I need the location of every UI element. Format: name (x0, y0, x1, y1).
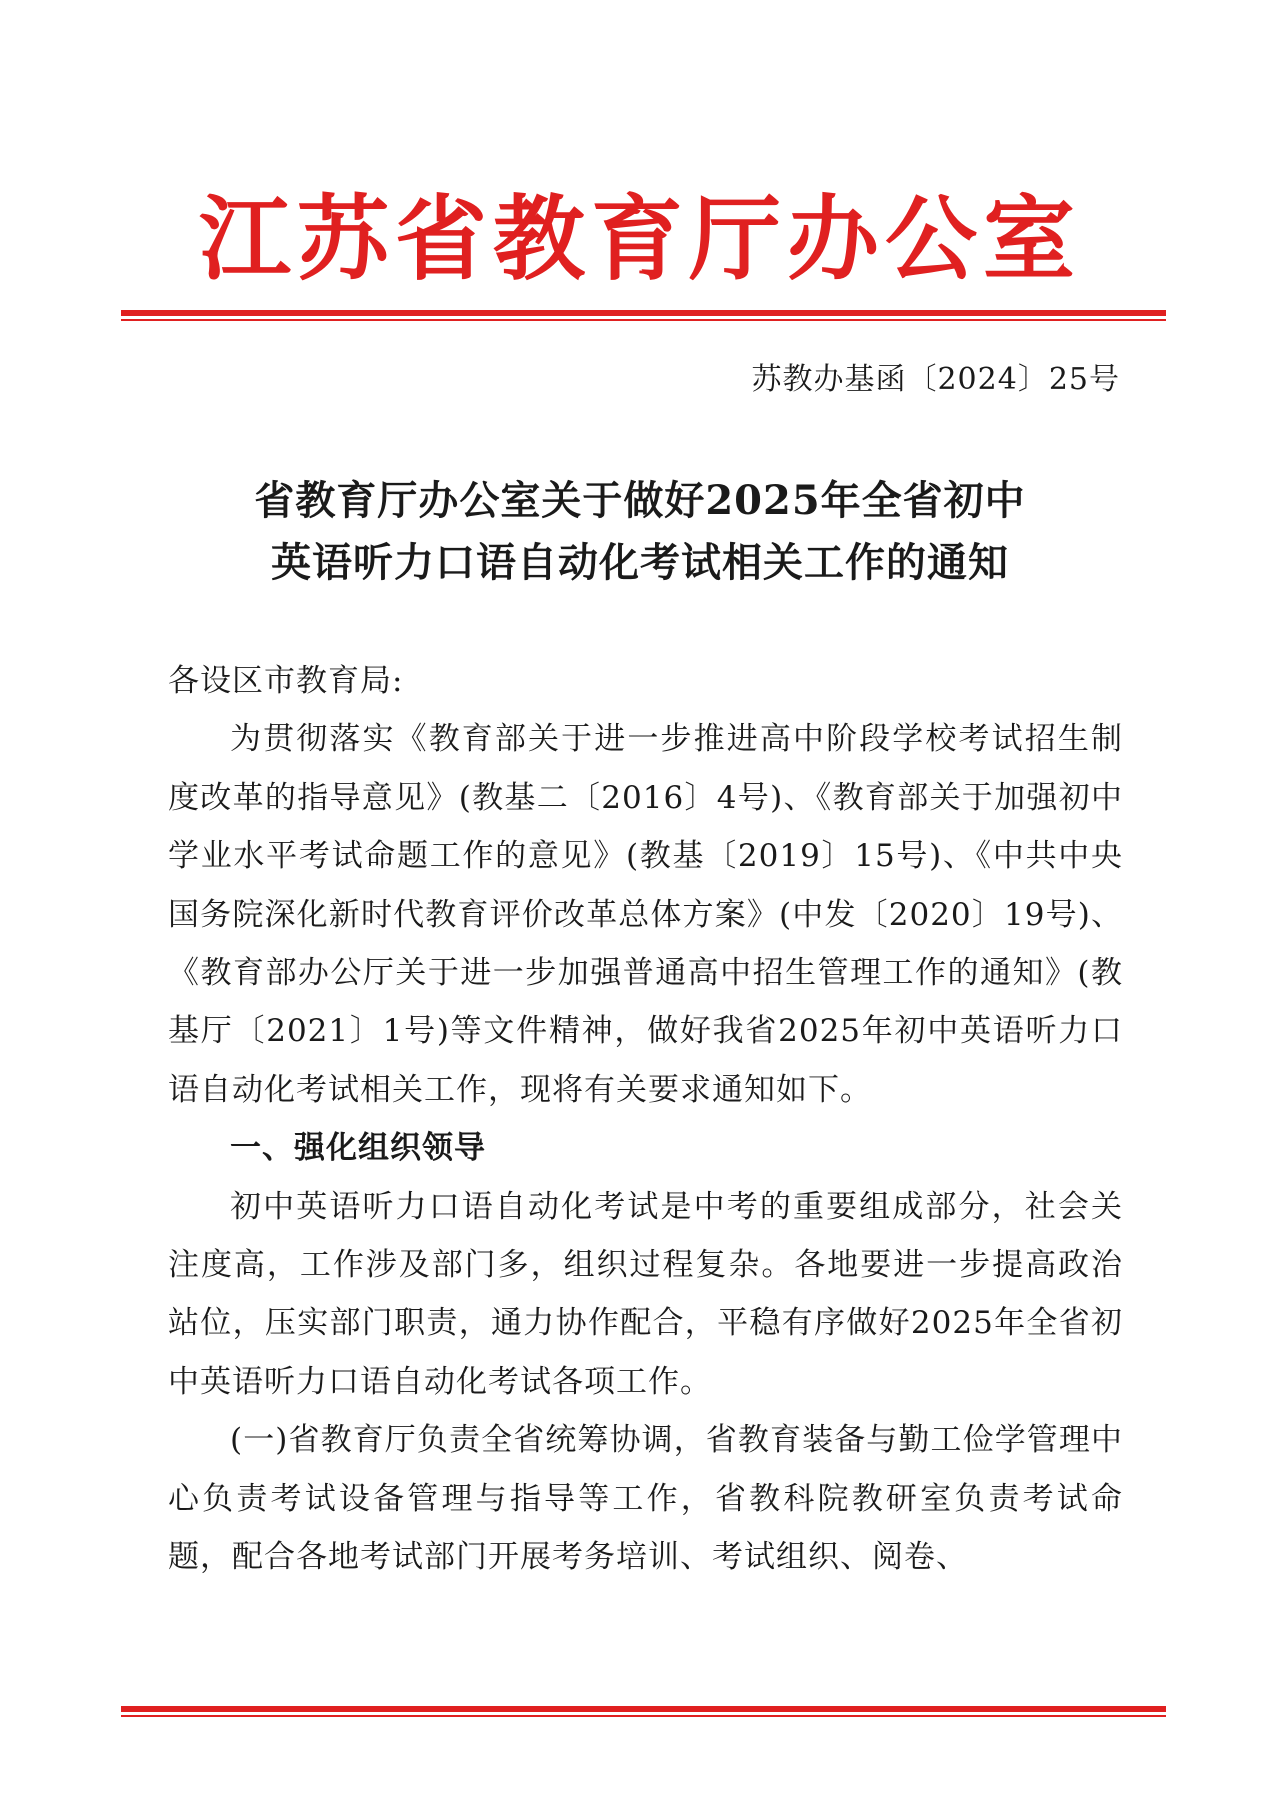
title-line-1: 省教育厅办公室关于做好2025年全省初中 (254, 477, 1026, 524)
top-red-rule (121, 310, 1166, 321)
title-line-2: 英语听力口语自动化考试相关工作的通知 (271, 539, 1009, 586)
item-paragraph: (一)省教育厅负责全省统筹协调，省教育装备与勤工俭学管理中心负责考试设备管理与指导等工作，省教科院教研室负责考试命题，配合各地考试部门开展考务培训、考试组织、阅卷、 (168, 1422, 1123, 1576)
bottom-red-rule (121, 1706, 1166, 1717)
document-body (168, 652, 1123, 1587)
document-number: 苏教办基函〔2024〕25号 (751, 362, 1120, 397)
masthead-title: 江苏省教育厅办公室 (198, 186, 1081, 293)
section-heading: 一、强化组织领导 (230, 1130, 486, 1167)
intro-paragraph: 为贯彻落实《教育部关于进一步推进高中阶段学校考试招生制度改革的指导意见》(教基二〔2016〕4号)、《教育部关于加强初中学业水平考试命题工作的意见》(教基〔2019〕15号)、《中共中央 国务院深化新时代教育评价改革总体方案》(中发〔2020〕19号)、《教育部办公厅关于进一步加强普通高中招生管理工作的通知》(教基厅〔2021〕1号)等文件精神，做好我省2025年初中英语听力口语自动化考试相关工作，现将有关要求通知如下。 (168, 721, 1123, 1108)
section-paragraph: 初中英语听力口语自动化考试是中考的重要组成部分，社会关注度高，工作涉及部门多，组织过程复杂。各地要进一步提高政治站位，压实部门职责，通力协作配合，平稳有序做好2025年全省初中英语听力口语自动化考试各项工作。 (168, 1188, 1123, 1400)
salutation: 各设区市教育局: (168, 663, 404, 699)
document-title (0, 470, 1280, 594)
